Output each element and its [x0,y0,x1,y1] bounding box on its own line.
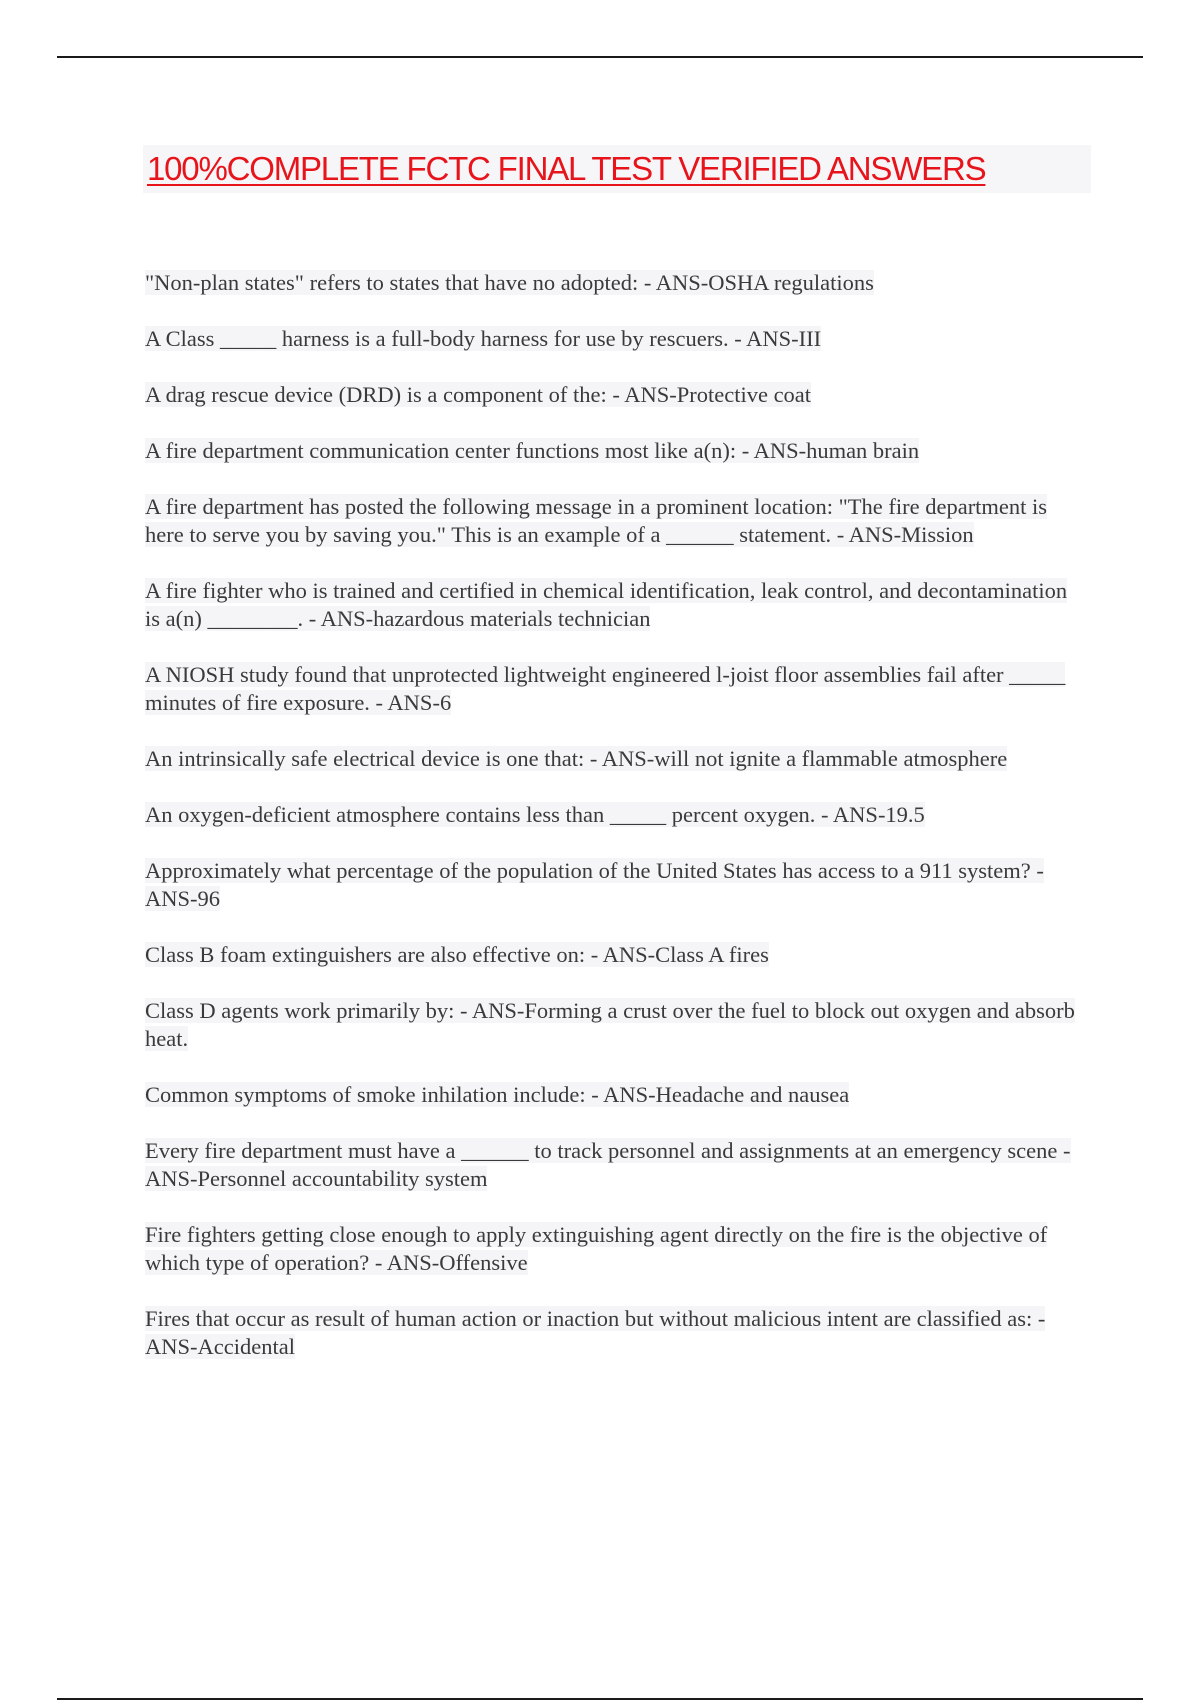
qa-item [145,493,1075,549]
qa-item [145,857,1075,913]
qa-text: Class B foam extinguishers are also effective on: - ANS-Class A fires [145,942,769,967]
qa-text: A fire department communication center functions most like a(n): - ANS-human brain [145,438,920,463]
qa-text: Fires that occur as result of human action or inaction but without malicious intent are classified as: - ANS-Accidental [145,1306,1046,1359]
qa-text: "Non-plan states" refers to states that have no adopted: - ANS-OSHA regulations [145,270,874,295]
qa-text: Common symptoms of smoke inhilation include: - ANS-Headache and nausea [145,1082,850,1107]
qa-item [145,745,1075,773]
qa-item [145,801,1075,829]
qa-item [145,269,1075,297]
qa-item [145,1221,1075,1277]
qa-text: Class D agents work primarily by: - ANS-Forming a crust over the fuel to block out oxygen and absorb heat. [145,998,1075,1051]
qa-item [145,381,1075,409]
qa-item [145,661,1075,717]
document-title: 100%COMPLETE FCTC FINAL TEST VERIFIED ANSWERS [147,150,986,187]
qa-text: Fire fighters getting close enough to apply extinguishing agent directly on the fire is the objective of which type of operation? - ANS-Offensive [145,1222,1048,1275]
qa-text: An oxygen-deficient atmosphere contains less than _____ percent oxygen. - ANS-19.5 [145,802,925,827]
qa-text: Approximately what percentage of the population of the United States has access to a 911 system? - ANS-96 [145,858,1044,911]
qa-item [145,325,1075,353]
top-rule [57,56,1143,58]
qa-item [145,1081,1075,1109]
qa-item [145,577,1075,633]
qa-item [145,997,1075,1053]
qa-item [145,941,1075,969]
qa-item [145,437,1075,465]
qa-item [145,1305,1075,1361]
qa-text: A Class _____ harness is a full-body harness for use by rescuers. - ANS-III [145,326,822,351]
qa-text: A drag rescue device (DRD) is a component of the: - ANS-Protective coat [145,382,812,407]
qa-text: A fire fighter who is trained and certified in chemical identification, leak control, and decontamination is a(n) ________. - ANS-hazardous materials technician [145,578,1068,631]
qa-item [145,1137,1075,1193]
qa-text: Every fire department must have a ______ to track personnel and assignments at an emergency scene - ANS-Personnel accountability system [145,1138,1071,1191]
qa-text: A NIOSH study found that unprotected lightweight engineered l-joist floor assemblies fail after _____ minutes of fire exposure. - ANS-6 [145,662,1066,715]
qa-list [145,269,1075,1389]
qa-text: An intrinsically safe electrical device is one that: - ANS-will not ignite a flammable atmosphere [145,746,1008,771]
qa-text: A fire department has posted the following message in a prominent location: "The fire department is here to serve you by saving you." This is an example of a ______ statement. - ANS-Mission [145,494,1048,547]
